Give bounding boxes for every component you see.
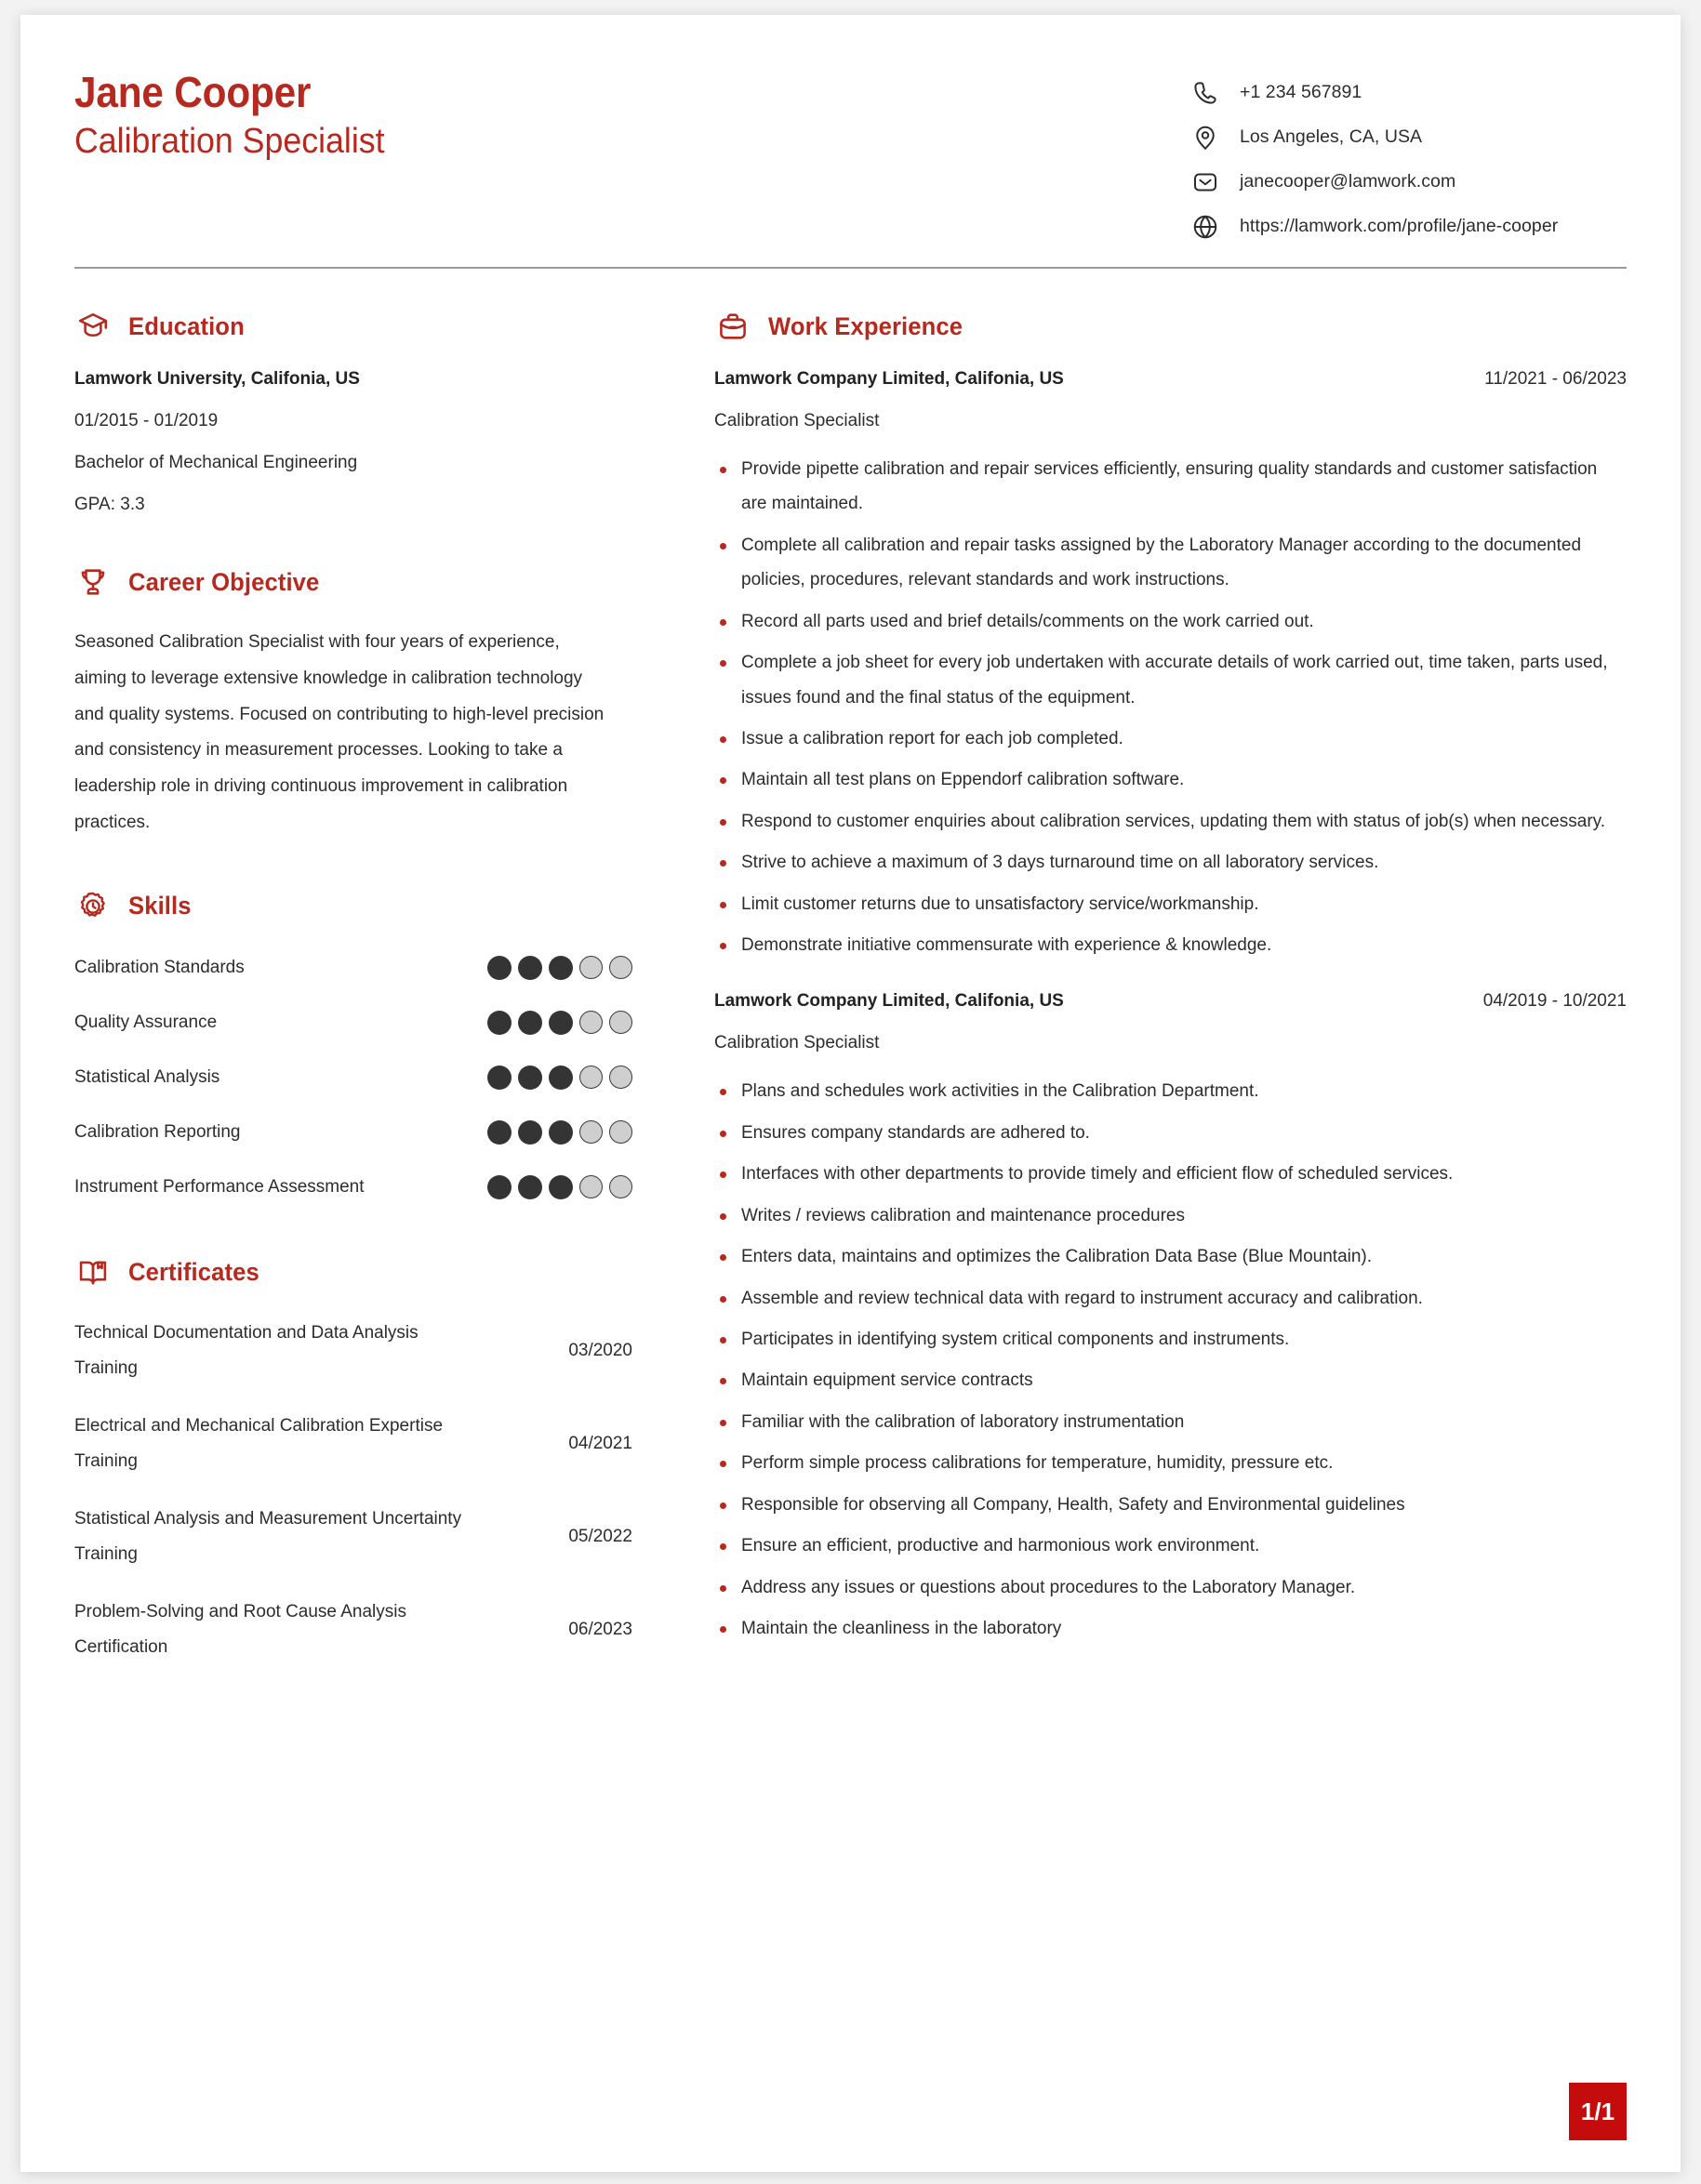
job-header (714, 369, 1627, 390)
rating-dot-filled (518, 1175, 542, 1199)
left-column (74, 308, 632, 1674)
certificate-row (74, 1502, 632, 1572)
skills-title: Skills (128, 892, 192, 920)
rating-dot-filled (549, 956, 573, 980)
resume-body (74, 308, 1627, 1674)
rating-dot-empty (579, 1175, 603, 1198)
skill-row (74, 1004, 632, 1041)
job-bullet: Complete a job sheet for every job undertaken with accurate details of work carried out, time taken, parts used, issues found and the final status of the equipment. (714, 645, 1627, 715)
rating-dot-empty (609, 1011, 632, 1034)
certificate-name: Statistical Analysis and Measurement Uncertainty Training (74, 1508, 462, 1564)
job-company: Lamwork Company Limited, Califonia, US (714, 991, 1064, 1012)
job-role: Calibration Specialist (714, 411, 880, 430)
rating-dot-filled (487, 956, 512, 980)
header-divider (74, 267, 1627, 269)
job-bullet: Plans and schedules work activities in the Calibration Department. (714, 1074, 1627, 1108)
candidate-name: Jane Cooper (74, 68, 312, 116)
candidate-job-title: Calibration Specialist (74, 121, 385, 161)
rating-dot-filled (487, 1011, 512, 1035)
rating-dot-filled (549, 1175, 573, 1199)
certificates-title: Certificates (128, 1258, 259, 1286)
contact-location[interactable] (1189, 119, 1627, 155)
education-school: Lamwork University, Califonia, US (74, 369, 360, 389)
skill-row (74, 1114, 632, 1151)
career-objective-heading (74, 563, 632, 601)
job-bullet: Limit customer returns due to unsatisfactory service/workmanship. (714, 887, 1627, 921)
job-bullet: Enters data, maintains and optimizes the Calibration Data Base (Blue Mountain). (714, 1239, 1627, 1274)
job-bullet: Ensure an efficient, productive and harmonious work environment. (714, 1529, 1627, 1563)
right-column (714, 308, 1627, 1674)
rating-dot-empty (609, 1175, 632, 1198)
phone-icon (1189, 77, 1221, 109)
work-experience-section (714, 308, 1627, 1646)
skill-rating (481, 956, 632, 980)
job-header (714, 991, 1627, 1012)
rating-dot-empty (609, 1120, 632, 1144)
contact-phone[interactable] (1189, 74, 1627, 111)
certificates-section (74, 1254, 632, 1665)
job-bullet: Maintain all test plans on Eppendorf calibration software. (714, 762, 1627, 797)
contact-email-text: janecooper@lamwork.com (1240, 171, 1456, 192)
job-bullet: Writes / reviews calibration and maintenance procedures (714, 1198, 1627, 1233)
certificate-row (74, 1409, 632, 1479)
job-bullet: Strive to achieve a maximum of 3 days turnaround time on all laboratory services. (714, 845, 1627, 880)
job-entry (714, 991, 1627, 1646)
open-book-icon (74, 1254, 112, 1291)
skills-heading (74, 888, 632, 925)
contact-list (1189, 74, 1627, 245)
certificate-row (74, 1595, 632, 1665)
skill-row (74, 949, 632, 986)
job-bullet: Ensures company standards are adhered to. (714, 1116, 1627, 1150)
career-objective-section (74, 563, 632, 841)
education-degree: Bachelor of Mechanical Engineering (74, 453, 358, 472)
location-pin-icon (1189, 122, 1221, 153)
job-bullet: Assemble and review technical data with regard to instrument accuracy and calibration. (714, 1281, 1627, 1316)
career-objective-title: Career Objective (128, 567, 320, 596)
identity-block (74, 69, 405, 165)
job-bullet-list (714, 1074, 1627, 1646)
page-indicator-badge: 1/1 (1569, 2083, 1627, 2140)
skills-section (74, 888, 632, 1206)
contact-website-text: https://lamwork.com/profile/jane-cooper (1240, 216, 1559, 236)
job-bullet: Maintain the cleanliness in the laboratory (714, 1611, 1627, 1646)
education-title: Education (128, 311, 245, 340)
job-bullet-list (714, 452, 1627, 962)
job-bullet: Interfaces with other departments to provide timely and efficient flow of scheduled services. (714, 1157, 1627, 1191)
skill-rating (481, 1120, 632, 1145)
rating-dot-filled (487, 1066, 512, 1090)
job-bullet: Participates in identifying system critical components and instruments. (714, 1322, 1627, 1357)
career-objective-text: Seasoned Calibration Specialist with four years of experience, aiming to leverage extensive knowledge in calibration technology and quality systems. Focused on contributing to high-level precision and consistency in measurement processes. Looking to take a leadership role in driving continuous improvement in calibration practices. (74, 632, 605, 832)
certificate-name: Technical Documentation and Data Analysis Training (74, 1322, 419, 1378)
column-gap (632, 308, 714, 1674)
work-experience-heading (714, 308, 1627, 345)
envelope-icon (1189, 166, 1221, 198)
skill-name: Instrument Performance Assessment (74, 1176, 365, 1197)
rating-dot-empty (609, 956, 632, 979)
job-bullet: Responsible for observing all Company, Health, Safety and Environmental guidelines (714, 1488, 1627, 1522)
contact-location-text: Los Angeles, CA, USA (1240, 126, 1423, 147)
rating-dot-filled (487, 1175, 512, 1199)
job-spacer (714, 969, 1627, 991)
skill-row (74, 1059, 632, 1096)
rating-dot-filled (549, 1120, 573, 1145)
job-bullet: Familiar with the calibration of laboratory instrumentation (714, 1405, 1627, 1439)
contact-website[interactable] (1189, 208, 1627, 245)
rating-dot-empty (579, 1120, 603, 1144)
job-bullet: Issue a calibration report for each job completed. (714, 721, 1627, 756)
certificates-heading (74, 1254, 632, 1291)
education-dates: 01/2015 - 01/2019 (74, 411, 219, 430)
resume-page (20, 15, 1681, 2172)
rating-dot-empty (579, 1011, 603, 1034)
certificate-name: Electrical and Mechanical Calibration Expertise Training (74, 1415, 444, 1471)
skill-name: Calibration Reporting (74, 1121, 241, 1142)
certificate-date: 03/2020 (568, 1340, 632, 1360)
job-company: Lamwork Company Limited, Califonia, US (714, 369, 1064, 389)
job-bullet: Demonstrate initiative commensurate with experience & knowledge. (714, 928, 1627, 962)
job-dates: 04/2019 - 10/2021 (1482, 991, 1627, 1012)
rating-dot-filled (549, 1066, 573, 1090)
briefcase-icon (714, 308, 751, 345)
skill-rating (481, 1066, 632, 1090)
skill-name: Calibration Standards (74, 957, 245, 977)
work-experience-title: Work Experience (768, 311, 963, 340)
rating-dot-filled (549, 1011, 573, 1035)
certificate-row (74, 1316, 632, 1386)
job-bullet: Record all parts used and brief details/comments on the work carried out. (714, 604, 1627, 639)
job-bullet: Perform simple process calibrations for temperature, humidity, pressure etc. (714, 1446, 1627, 1480)
rating-dot-filled (518, 956, 542, 980)
job-bullet: Complete all calibration and repair tasks assigned by the Laboratory Manager according to the documented policies, procedures, relevant standards and work instructions. (714, 528, 1627, 598)
rating-dot-empty (579, 1066, 603, 1089)
job-bullet: Address any issues or questions about procedures to the Laboratory Manager. (714, 1570, 1627, 1605)
contact-email[interactable] (1189, 164, 1627, 200)
globe-icon (1189, 211, 1221, 243)
contact-phone-text: +1 234 567891 (1240, 82, 1362, 102)
skill-name: Statistical Analysis (74, 1066, 220, 1087)
resume-header (74, 52, 1627, 245)
skill-rating (481, 1175, 632, 1199)
education-gpa: GPA: 3.3 (74, 495, 145, 514)
job-bullet: Provide pipette calibration and repair services efficiently, ensuring quality standards and customer satisfaction are maintained. (714, 452, 1627, 522)
certificate-date: 05/2022 (568, 1526, 632, 1546)
gear-clock-icon (74, 888, 112, 925)
job-dates: 11/2021 - 06/2023 (1484, 369, 1627, 389)
trophy-icon (74, 563, 112, 601)
education-heading (74, 308, 632, 345)
rating-dot-filled (518, 1066, 542, 1090)
rating-dot-empty (579, 956, 603, 979)
certificate-date: 04/2021 (568, 1433, 632, 1453)
skill-row (74, 1169, 632, 1206)
rating-dot-empty (609, 1066, 632, 1089)
certificate-name: Problem-Solving and Root Cause Analysis Certification (74, 1601, 406, 1657)
education-section (74, 308, 632, 515)
rating-dot-filled (518, 1011, 542, 1035)
skill-rating (481, 1011, 632, 1035)
rating-dot-filled (487, 1120, 512, 1145)
job-bullet: Respond to customer enquiries about calibration services, updating them with status of job(s) when necessary. (714, 804, 1627, 839)
graduation-cap-icon (74, 308, 112, 345)
skill-name: Quality Assurance (74, 1012, 218, 1032)
job-entry (714, 369, 1627, 962)
certificate-date: 06/2023 (568, 1619, 632, 1639)
job-bullet: Maintain equipment service contracts (714, 1363, 1627, 1397)
rating-dot-filled (518, 1120, 542, 1145)
job-role: Calibration Specialist (714, 1033, 880, 1053)
